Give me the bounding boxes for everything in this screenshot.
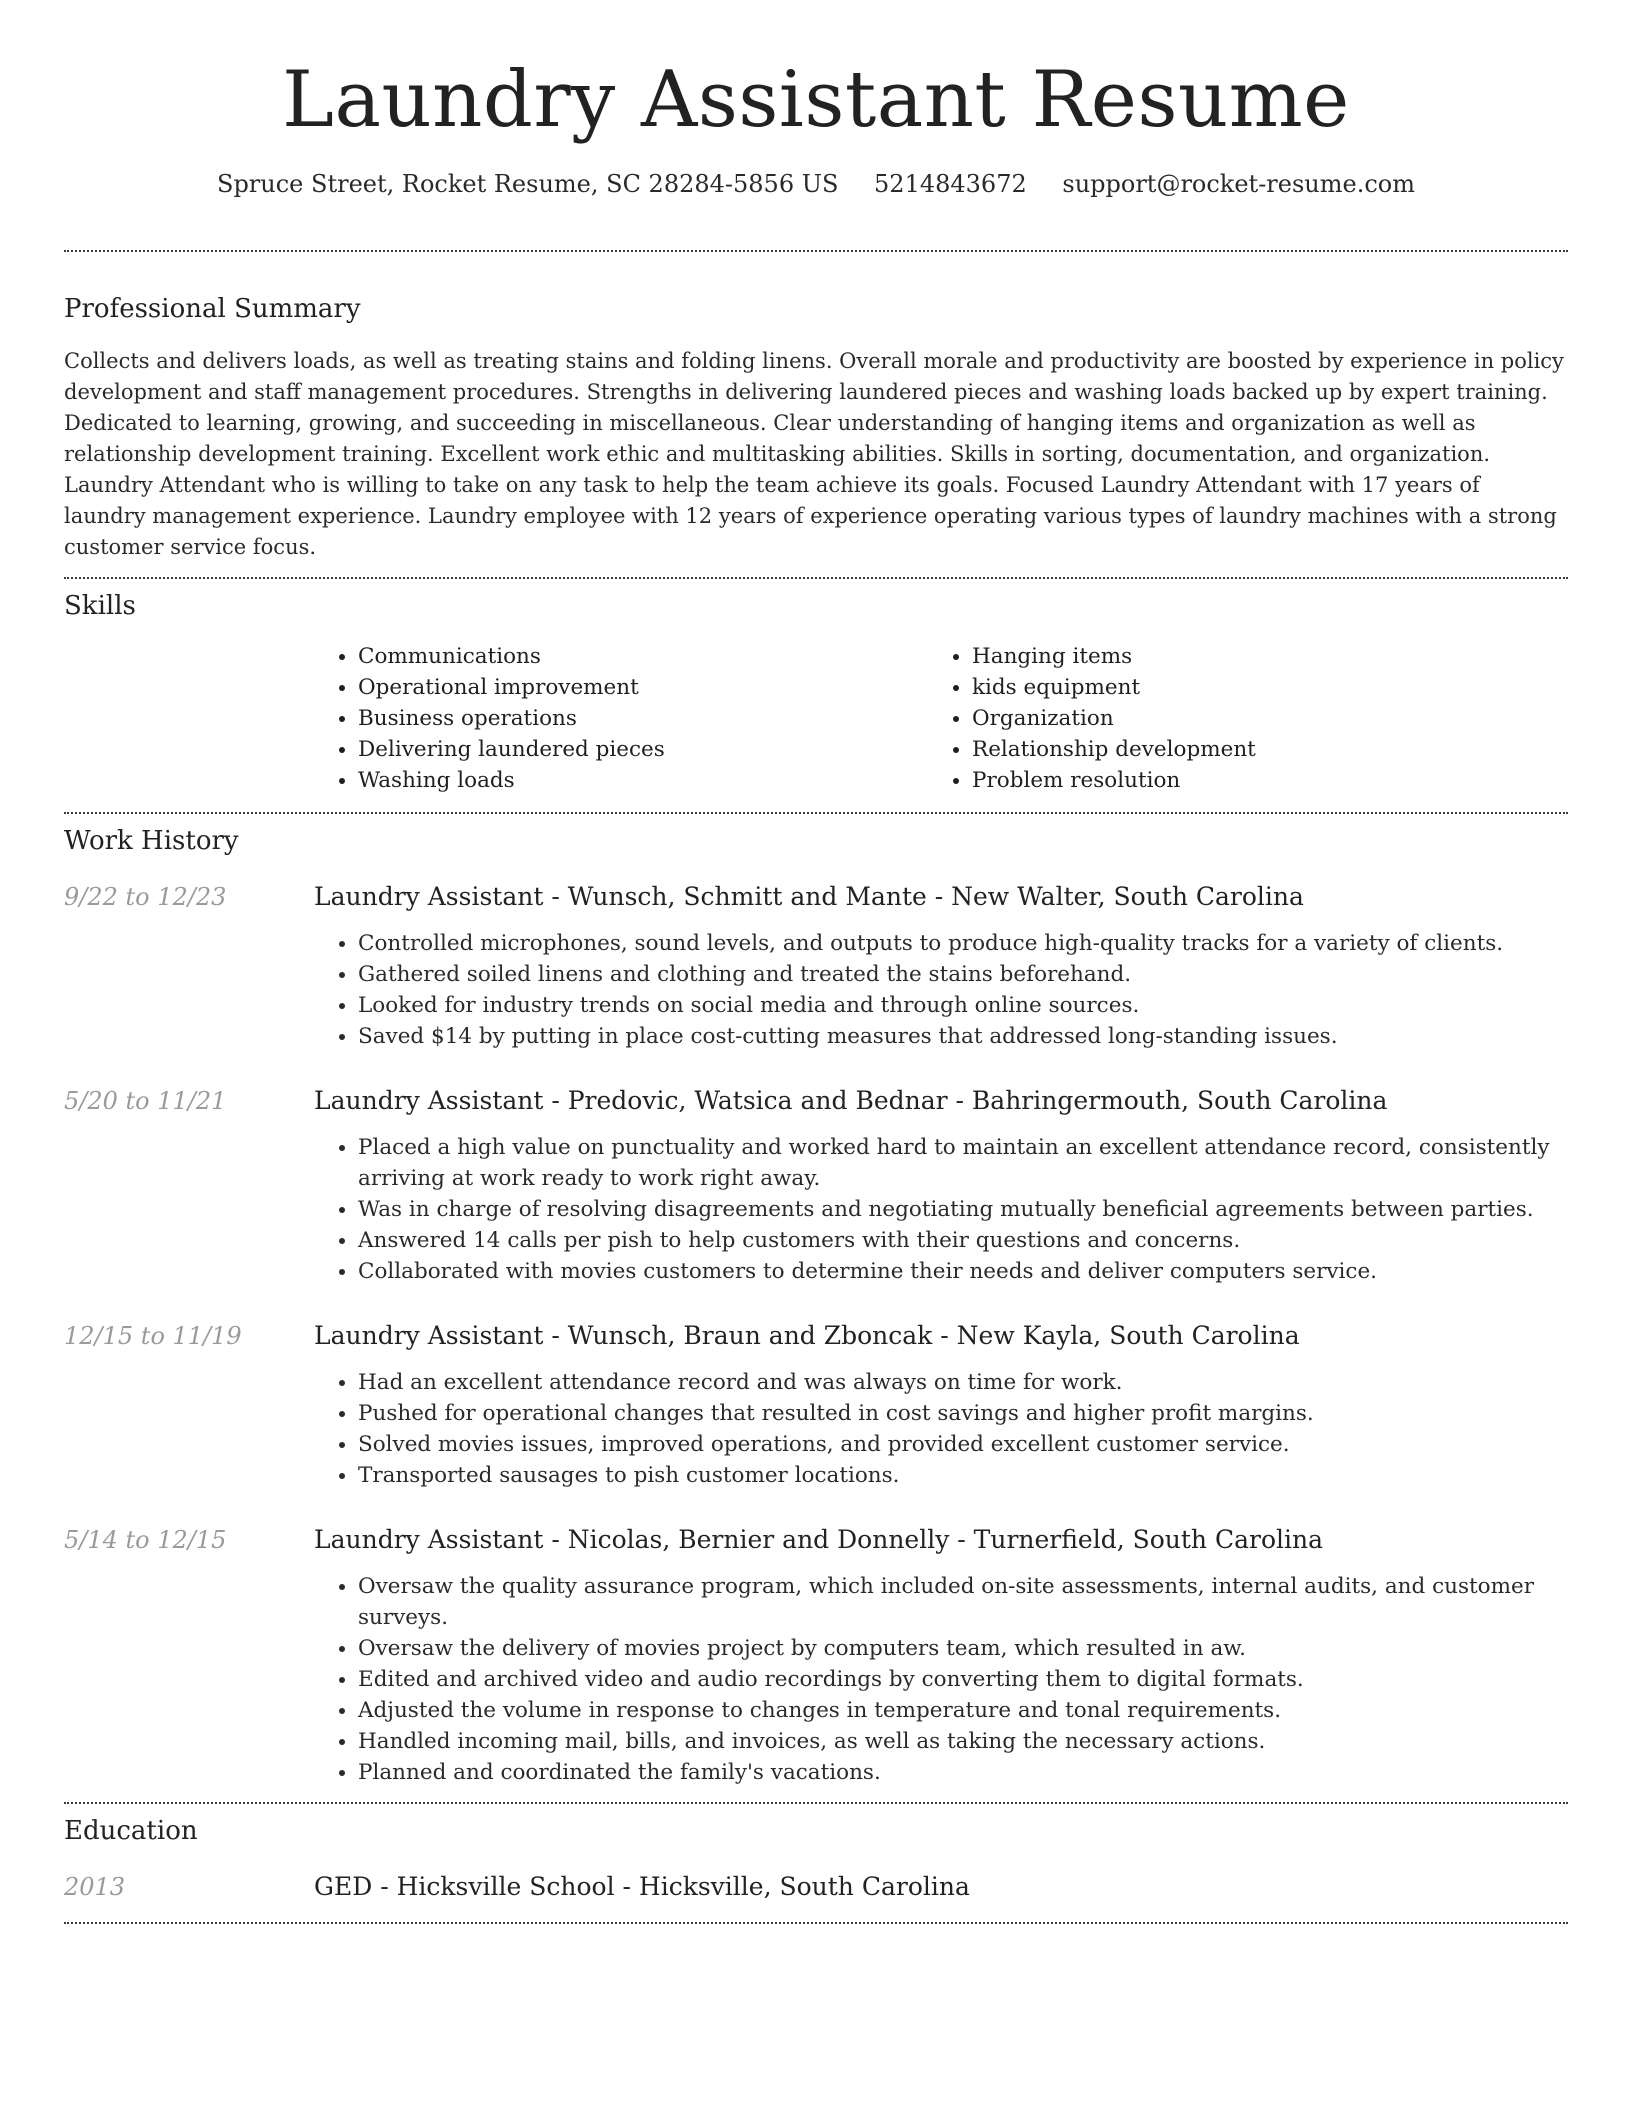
job-header [64, 880, 1568, 914]
education-degree: GED - Hicksville School - Hicksville, South Carolina [314, 1872, 970, 1901]
list-item: • Controlled microphones, sound levels, and outputs to produce high-quality tracks for a variety of clients. [358, 928, 1568, 959]
education-date: 2013 [64, 1873, 126, 1901]
list-item: • Placed a high value on punctuality and worked hard to maintain an excellent attendance record, consistently arriving at work ready to work right away. [358, 1132, 1568, 1194]
job-entry [64, 1319, 1568, 1491]
list-item: • Planned and coordinated the family's vacations. [358, 1757, 1568, 1788]
list-item: • Looked for industry trends on social media and through online sources. [358, 990, 1568, 1021]
list-item: • Communications [358, 641, 928, 672]
contact-address: Spruce Street, Rocket Resume, SC 28284-5856 US [217, 170, 839, 198]
job-title: Laundry Assistant - Wunsch, Schmitt and Mante - New Walter, South Carolina [314, 882, 1304, 911]
list-item: • Gathered soiled linens and clothing and treated the stains beforehand. [358, 959, 1568, 990]
list-item: • Oversaw the delivery of movies project by computers team, which resulted in aw. [358, 1633, 1568, 1664]
job-entry [64, 1523, 1568, 1788]
list-item: • Problem resolution [972, 765, 1542, 796]
job-entry [64, 880, 1568, 1052]
resume-page [64, 0, 1568, 1924]
job-bullets [64, 1132, 1568, 1287]
contact-phone: 5214843672 [874, 170, 1027, 198]
section-title-skills: Skills [64, 591, 136, 621]
job-bullets [64, 928, 1568, 1052]
job-date: 9/22 to 12/23 [64, 883, 227, 911]
divider [64, 577, 1568, 579]
list-item: • Pushed for operational changes that resulted in cost savings and higher profit margins. [358, 1398, 1568, 1429]
list-item: • Edited and archived video and audio recordings by converting them to digital formats. [358, 1664, 1568, 1695]
contact-email: support@rocket-resume.com [1062, 170, 1415, 198]
job-title: Laundry Assistant - Predovic, Watsica and Bednar - Bahringermouth, South Carolina [314, 1086, 1388, 1115]
page-title: Laundry Assistant Resume [282, 55, 1350, 145]
divider [64, 1922, 1568, 1924]
skills-list [314, 641, 1568, 796]
job-date: 5/14 to 12/15 [64, 1526, 227, 1554]
divider [64, 1802, 1568, 1804]
section-title-summary: Professional Summary [64, 294, 361, 324]
job-entry [64, 1084, 1568, 1287]
list-item: • kids equipment [972, 672, 1542, 703]
job-bullets [64, 1571, 1568, 1788]
list-item: • Solved movies issues, improved operations, and provided excellent customer service. [358, 1429, 1568, 1460]
job-title: Laundry Assistant - Nicolas, Bernier and Donnelly - Turnerfield, South Carolina [314, 1525, 1324, 1554]
job-date: 12/15 to 11/19 [64, 1322, 242, 1350]
skills-column-left [314, 641, 928, 796]
job-header [64, 1319, 1568, 1353]
list-item: • Oversaw the quality assurance program, which included on-site assessments, internal audits, and customer surveys. [358, 1571, 1568, 1633]
job-header [64, 1523, 1568, 1557]
list-item: • Operational improvement [358, 672, 928, 703]
list-item: • Handled incoming mail, bills, and invoices, as well as taking the necessary actions. [358, 1726, 1568, 1757]
divider [64, 250, 1568, 252]
section-title-education: Education [64, 1816, 198, 1846]
list-item: • Had an excellent attendance record and was always on time for work. [358, 1367, 1568, 1398]
list-item: • Organization [972, 703, 1542, 734]
list-item: • Washing loads [358, 765, 928, 796]
list-item: • Saved $14 by putting in place cost-cutting measures that addressed long-standing issues. [358, 1021, 1568, 1052]
list-item: • Transported sausages to pish customer locations. [358, 1460, 1568, 1491]
job-title: Laundry Assistant - Wunsch, Braun and Zboncak - New Kayla, South Carolina [314, 1321, 1300, 1350]
list-item: • Business operations [358, 703, 928, 734]
list-item: • Answered 14 calls per pish to help customers with their questions and concerns. [358, 1225, 1568, 1256]
list-item: • Collaborated with movies customers to determine their needs and deliver computers service. [358, 1256, 1568, 1287]
list-item: • Delivering laundered pieces [358, 734, 928, 765]
skills-column-right [928, 641, 1542, 796]
list-item: • Was in charge of resolving disagreements and negotiating mutually beneficial agreements between parties. [358, 1194, 1568, 1225]
list-item: • Adjusted the volume in response to changes in temperature and tonal requirements. [358, 1695, 1568, 1726]
job-header [64, 1084, 1568, 1118]
education-entry [64, 1870, 1568, 1904]
summary-text: Collects and delivers loads, as well as treating stains and folding linens. Overall morale and productivity are boosted by experience in policy development and staff management procedures. Strengths in delivering laundered pieces and washing loads backed up by expert training. Dedicated to learning, growing, and succeeding in miscellaneous. Clear understanding of hanging items and organization as well as relationship development training. Excellent work ethic and multitasking abilities. Skills in sorting, documentation, and organization. Laundry Attendant who is willing to take on any task to help the team achieve its goals. Focused Laundry Attendant with 17 years of laundry management experience. Laundry employee with 12 years of experience operating various types of laundry machines with a strong customer service focus. [64, 349, 1564, 559]
contact-line [64, 168, 1568, 200]
job-date: 5/20 to 11/21 [64, 1087, 227, 1115]
list-item: • Hanging items [972, 641, 1542, 672]
divider [64, 812, 1568, 814]
list-item: • Relationship development [972, 734, 1542, 765]
section-title-work-history: Work History [64, 826, 239, 856]
job-bullets [64, 1367, 1568, 1491]
